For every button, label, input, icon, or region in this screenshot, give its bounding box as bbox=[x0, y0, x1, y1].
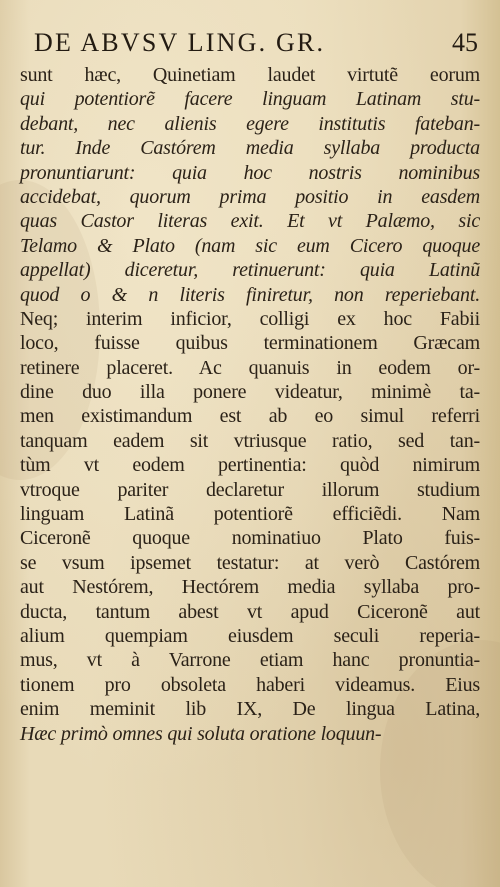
text-line: linguam Latinã potentiorẽ efficiẽdi. Nam bbox=[20, 503, 480, 526]
text-line: sunt hæc, Quinetiam laudet virtutẽ eorum bbox=[20, 64, 480, 86]
text-line: quas Castor literas exit. Et vt Palæmo, sic bbox=[20, 210, 480, 233]
text-line: appellat) diceretur, retinuerunt: quia Latinũ bbox=[20, 259, 480, 282]
text-line: vtroque pariter declaretur illorum studium bbox=[20, 478, 480, 501]
text-line: ducta, tantum abest vt apud Ciceronẽ aut bbox=[20, 600, 480, 623]
text-line: quod o & n literis finiretur, non reperiebant. bbox=[20, 283, 480, 306]
text-line: qui potentiorẽ facere linguam Latinam stu- bbox=[20, 88, 480, 111]
text-line: dine duo illa ponere videatur, minimè ta- bbox=[20, 381, 480, 404]
text-line: tanquam eadem sit vtriusque ratio, sed tan- bbox=[20, 429, 480, 452]
text-line: Telamo & Plato (nam sic eum Cicero quoque bbox=[20, 234, 480, 257]
text-line: Ciceronẽ quoque nominatiuo Plato fuis- bbox=[20, 527, 480, 550]
text-line: Hæc primò omnes qui soluta oratione loquun- bbox=[20, 722, 382, 745]
text-line: retinere placeret. Ac quanuis in eodem or- bbox=[20, 356, 480, 379]
text-line: tionem pro obsoleta haberi videamus. Eius bbox=[20, 673, 480, 696]
text-line: Neq; interim inficior, colligi ex hoc Fabii bbox=[20, 307, 480, 330]
text-line: alium quempiam eiusdem seculi reperia- bbox=[20, 624, 480, 647]
text-line: enim meminit lib IX, De lingua Latina, bbox=[20, 698, 480, 721]
text-line: se vsum ipsemet testatur: at verò Castórem bbox=[20, 551, 480, 574]
text-line: tùm vt eodem pertinentia: quòd nimirum bbox=[20, 454, 480, 477]
page-number: 45 bbox=[452, 28, 478, 57]
page-header bbox=[30, 24, 478, 64]
body-text bbox=[20, 63, 480, 746]
text-line: tur. Inde Castórem media syllaba producta bbox=[20, 137, 480, 160]
text-line: debant, nec alienis egere institutis fateban- bbox=[20, 112, 480, 135]
text-line: loco, fuisse quibus terminationem Græcam bbox=[20, 332, 480, 355]
text-line: men existimandum est ab eo simul referri bbox=[20, 405, 480, 428]
text-line: mus, vt à Varrone etiam hanc pronuntia- bbox=[20, 649, 480, 672]
text-line: aut Nestórem, Hectórem media syllaba pro- bbox=[20, 576, 480, 599]
running-head: DE ABVSV LING. GR. bbox=[34, 28, 326, 57]
text-line: pronuntiarunt: quia hoc nostris nominibus bbox=[20, 161, 480, 184]
text-line: accidebat, quorum prima positio in easdem bbox=[20, 185, 480, 208]
